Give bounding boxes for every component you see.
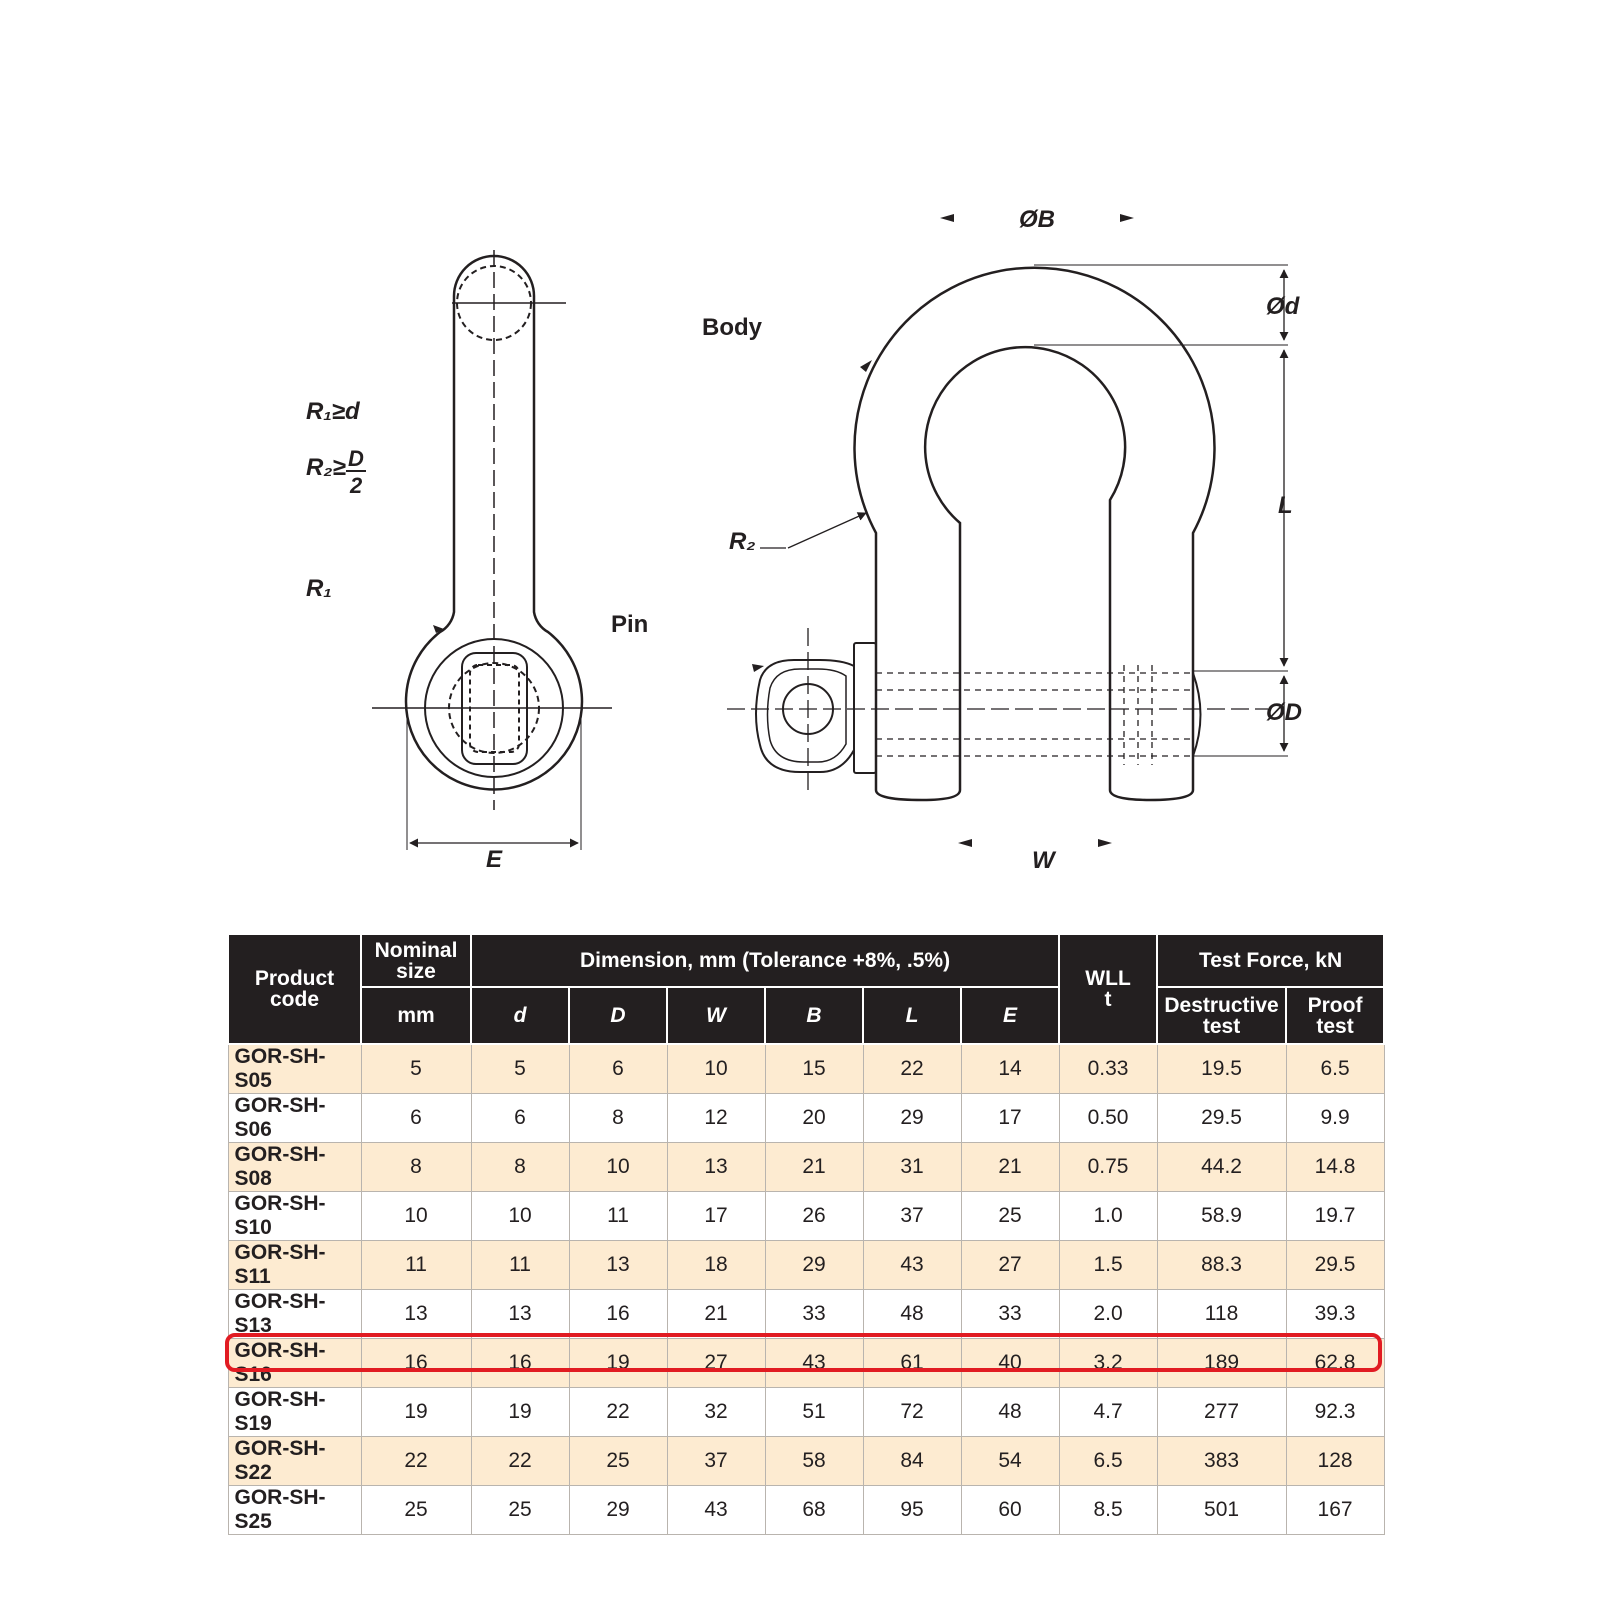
cell-product-code: GOR-SH-S13 [228,1290,361,1339]
cell-l: 84 [863,1437,961,1486]
label-r2: R₂ [729,528,756,555]
cell-d-small: 8 [471,1143,569,1192]
cell-d-small: 11 [471,1241,569,1290]
table-row [228,1143,1384,1192]
cell-product-code: GOR-SH-S25 [228,1486,361,1535]
header-nominal-line1: Nominal [374,938,458,962]
cell-destructive: 19.5 [1157,1044,1286,1094]
cell-w: 17 [667,1192,765,1241]
cell-l: 72 [863,1388,961,1437]
cell-w: 37 [667,1437,765,1486]
cell-d-big: 8 [569,1094,667,1143]
cell-nominal-size: 16 [361,1339,471,1388]
header-destructive-test [1157,987,1286,1044]
cell-d-small: 16 [471,1339,569,1388]
cell-e: 25 [961,1192,1059,1241]
highlight-box [225,1333,1382,1372]
header-product-code [228,934,361,1044]
cell-e: 33 [961,1290,1059,1339]
header-dim-e: E [961,987,1059,1044]
cell-l: 37 [863,1192,961,1241]
cell-nominal-size: 25 [361,1486,471,1535]
cell-b: 20 [765,1094,863,1143]
cell-d-big: 22 [569,1388,667,1437]
cell-destructive: 501 [1157,1486,1286,1535]
cell-proof: 14.8 [1286,1143,1384,1192]
cell-e: 27 [961,1241,1059,1290]
cell-d-big: 13 [569,1241,667,1290]
header-dimension: Dimension, mm (Tolerance +8%, .5%) [471,934,1059,987]
cell-wll: 0.75 [1059,1143,1157,1192]
cell-w: 21 [667,1290,765,1339]
cell-wll: 1.5 [1059,1241,1157,1290]
cell-destructive: 58.9 [1157,1192,1286,1241]
cell-product-code: GOR-SH-S11 [228,1241,361,1290]
cell-wll: 8.5 [1059,1486,1157,1535]
label-r2-numerator: D [348,446,364,471]
cell-wll: 1.0 [1059,1192,1157,1241]
cell-e: 14 [961,1044,1059,1094]
cell-proof: 62.8 [1286,1339,1384,1388]
shackle-front-dimension-lines [727,265,1288,792]
cell-e: 17 [961,1094,1059,1143]
table-row [228,1388,1384,1437]
header-wll-line1: WLL [1085,967,1131,990]
cell-w: 10 [667,1044,765,1094]
cell-proof: 39.3 [1286,1290,1384,1339]
cell-l: 31 [863,1143,961,1192]
table-row [228,1486,1384,1535]
cell-nominal-size: 11 [361,1241,471,1290]
cell-d-small: 5 [471,1044,569,1094]
cell-d-big: 29 [569,1486,667,1535]
label-d-small: Ød [1266,293,1300,320]
spec-table [227,933,1385,1535]
cell-wll: 6.5 [1059,1437,1157,1486]
header-nominal-line2: size [396,959,436,983]
cell-b: 29 [765,1241,863,1290]
header-proof-test [1286,987,1384,1044]
header-dim-d-big: D [569,987,667,1044]
label-r2-denominator: 2 [350,473,363,498]
cell-nominal-size: 10 [361,1192,471,1241]
header-proof-line1: Proof [1307,993,1363,1017]
cell-d-small: 6 [471,1094,569,1143]
cell-w: 27 [667,1339,765,1388]
cell-destructive: 88.3 [1157,1241,1286,1290]
cell-w: 18 [667,1241,765,1290]
cell-w: 32 [667,1388,765,1437]
shackle-front-dashes [876,665,1193,765]
cell-product-code: GOR-SH-S08 [228,1143,361,1192]
header-wll [1059,934,1157,1044]
cell-d-small: 10 [471,1192,569,1241]
cell-e: 60 [961,1486,1059,1535]
cell-product-code: GOR-SH-S05 [228,1044,361,1094]
cell-d-big: 16 [569,1290,667,1339]
label-l: L [1278,492,1293,519]
cell-destructive: 29.5 [1157,1094,1286,1143]
cell-w: 43 [667,1486,765,1535]
cell-d-big: 19 [569,1339,667,1388]
header-wll-line2: t [1104,988,1112,1011]
label-d-big: ØD [1266,699,1302,726]
cell-proof: 29.5 [1286,1241,1384,1290]
arrow-body-leader [860,360,872,372]
cell-b: 68 [765,1486,863,1535]
cell-nominal-size: 19 [361,1388,471,1437]
cell-b: 51 [765,1388,863,1437]
cell-d-small: 25 [471,1486,569,1535]
cell-d-big: 6 [569,1044,667,1094]
cell-proof: 128 [1286,1437,1384,1486]
header-test-force: Test Force, kN [1157,934,1384,987]
header-dim-d-small: d [471,987,569,1044]
cell-destructive: 44.2 [1157,1143,1286,1192]
cell-product-code: GOR-SH-S06 [228,1094,361,1143]
cell-d-small: 19 [471,1388,569,1437]
cell-product-code: GOR-SH-S19 [228,1388,361,1437]
arrow-b-right [1120,214,1134,222]
label-w: W [1032,847,1055,874]
table-row-highlighted [228,1437,1384,1486]
cell-proof: 92.3 [1286,1388,1384,1437]
cell-e: 40 [961,1339,1059,1388]
cell-d-small: 22 [471,1437,569,1486]
cell-d-big: 10 [569,1143,667,1192]
header-proof-line2: test [1316,1014,1354,1038]
cell-product-code: GOR-SH-S10 [228,1192,361,1241]
cell-d-big: 11 [569,1192,667,1241]
label-pin: Pin [611,611,649,638]
cell-l: 29 [863,1094,961,1143]
cell-b: 26 [765,1192,863,1241]
header-dim-w: W [667,987,765,1044]
cell-wll: 0.33 [1059,1044,1157,1094]
cell-product-code: GOR-SH-S22 [228,1437,361,1486]
header-nominal-size [361,934,471,987]
cell-e: 21 [961,1143,1059,1192]
table-row [228,1241,1384,1290]
table-row [228,1094,1384,1143]
arrow-b-left [940,214,954,222]
table-row [228,1044,1384,1094]
table-row [228,1192,1384,1241]
cell-nominal-size: 13 [361,1290,471,1339]
header-product-code-line2: code [269,988,319,1011]
cell-proof: 19.7 [1286,1192,1384,1241]
cell-w: 12 [667,1094,765,1143]
cell-b: 33 [765,1290,863,1339]
cell-d-big: 25 [569,1437,667,1486]
cell-proof: 9.9 [1286,1094,1384,1143]
label-b: ØB [1019,206,1055,233]
cell-wll: 2.0 [1059,1290,1157,1339]
cell-l: 95 [863,1486,961,1535]
header-destructive-line1: Destructive [1164,993,1279,1017]
cell-b: 15 [765,1044,863,1094]
cell-l: 43 [863,1241,961,1290]
label-r1: R₁ [306,575,332,602]
cell-e: 54 [961,1437,1059,1486]
cell-wll: 0.50 [1059,1094,1157,1143]
cell-l: 61 [863,1339,961,1388]
cell-nominal-size: 22 [361,1437,471,1486]
cell-b: 43 [765,1339,863,1388]
cell-l: 48 [863,1290,961,1339]
header-dim-l: L [863,987,961,1044]
label-body: Body [702,314,762,341]
cell-destructive: 189 [1157,1339,1286,1388]
header-product-code-line1: Product [254,967,335,990]
cell-destructive: 118 [1157,1290,1286,1339]
arrow-w-right [1098,839,1112,847]
arrow-pin-leader [752,664,764,672]
cell-destructive: 277 [1157,1388,1286,1437]
cell-wll: 3.2 [1059,1339,1157,1388]
cell-destructive: 383 [1157,1437,1286,1486]
cell-proof: 167 [1286,1486,1384,1535]
cell-b: 58 [765,1437,863,1486]
table-row [228,1290,1384,1339]
cell-wll: 4.7 [1059,1388,1157,1437]
shackle-front-view [756,268,1215,800]
arrow-w-left [958,839,972,847]
cell-nominal-size: 6 [361,1094,471,1143]
label-r1-ge-d: R₁≥d [306,398,360,425]
label-e: E [486,846,503,873]
header-dim-b: B [765,987,863,1044]
cell-nominal-size: 5 [361,1044,471,1094]
header-nominal-unit: mm [361,987,471,1044]
cell-e: 48 [961,1388,1059,1437]
header-destructive-line2: test [1202,1014,1241,1038]
cell-proof: 6.5 [1286,1044,1384,1094]
cell-w: 13 [667,1143,765,1192]
cell-l: 22 [863,1044,961,1094]
cell-nominal-size: 8 [361,1143,471,1192]
cell-d-small: 13 [471,1290,569,1339]
cell-product-code: GOR-SH-S16 [228,1339,361,1388]
label-r2-prefix: R₂≥ [306,454,346,481]
shackle-side-view [372,250,612,850]
cell-b: 21 [765,1143,863,1192]
